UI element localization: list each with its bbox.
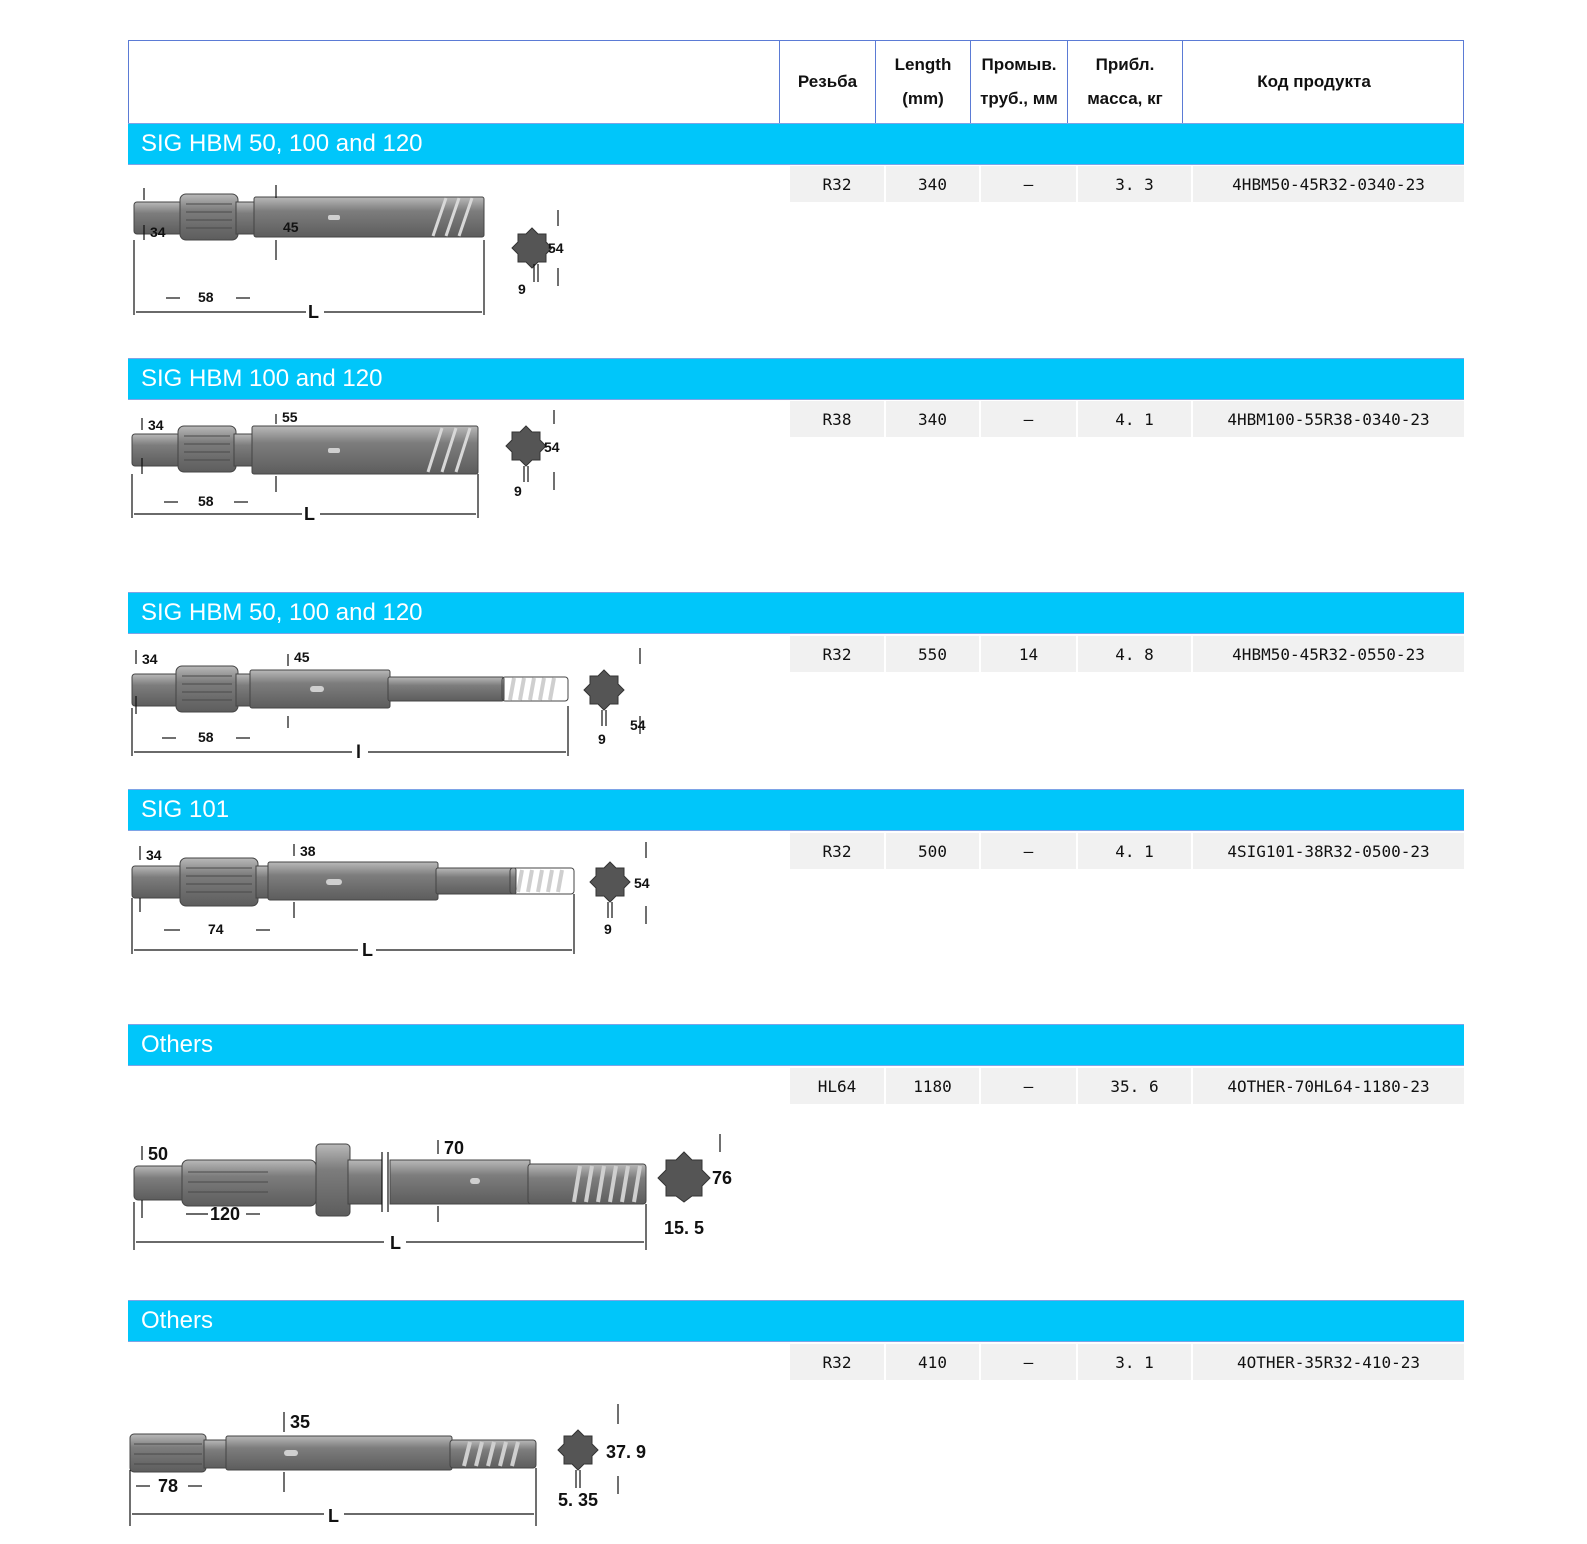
cell-length: 1180	[886, 1068, 981, 1104]
dim-hex: 54	[630, 717, 646, 733]
dim-b: 55	[282, 409, 298, 425]
cell-mass: 35. 6	[1078, 1068, 1193, 1104]
cell-flush: –	[981, 166, 1078, 202]
cell-code: 4HBM100-55R38-0340-23	[1193, 401, 1464, 437]
flat-dim-5	[662, 1208, 742, 1240]
cell-thread: R38	[790, 401, 886, 437]
cell-length: 410	[886, 1344, 981, 1380]
cell-length: 340	[886, 401, 981, 437]
header-thread: Резьба	[779, 41, 875, 123]
cell-flush: 14	[981, 636, 1078, 672]
cell-flush: –	[981, 1344, 1078, 1380]
dim-hex: 54	[548, 240, 564, 256]
dim-b: 38	[300, 843, 316, 859]
cell-thread: R32	[790, 636, 886, 672]
table-row-3	[790, 636, 1464, 672]
dim-a: 34	[150, 224, 166, 240]
cell-length: 500	[886, 833, 981, 869]
dim-spline: 120	[210, 1204, 241, 1224]
dim-length: L	[304, 504, 315, 524]
dim-length: l	[356, 742, 362, 762]
dim-a: 50	[148, 1144, 169, 1164]
cell-mass: 4. 1	[1078, 833, 1193, 869]
table-row-1	[790, 166, 1464, 202]
dim-b: 70	[444, 1138, 465, 1158]
dim-b: 35	[290, 1412, 311, 1432]
section-band-5	[128, 1024, 1464, 1066]
cell-code: 4SIG101-38R32-0500-23	[1193, 833, 1464, 869]
cell-thread: R32	[790, 166, 886, 202]
section-band-2	[128, 358, 1464, 400]
dim-a: 34	[142, 651, 158, 667]
dim-b: 45	[294, 649, 310, 665]
cell-flush: –	[981, 833, 1078, 869]
dim-flat: 9	[514, 483, 522, 499]
section-title-6: Others	[141, 1307, 214, 1334]
section-profile-2	[490, 410, 570, 510]
cell-code: 4HBM50-45R32-0550-23	[1193, 636, 1464, 672]
section-profile-3	[578, 646, 658, 746]
section-band-4	[128, 789, 1464, 831]
section-band-1	[128, 123, 1464, 165]
header-length: Length (mm)	[875, 41, 970, 123]
dim-flat: 9	[598, 731, 606, 747]
cell-code: 4HBM50-45R32-0340-23	[1193, 166, 1464, 202]
dim-a: 34	[146, 847, 162, 863]
table-row-6	[790, 1344, 1464, 1380]
table-row-4	[790, 833, 1464, 869]
dim-spline: 58	[198, 493, 214, 509]
section-title-5: Others	[141, 1031, 214, 1058]
section-band-6	[128, 1300, 1464, 1342]
section-profile-6	[550, 1400, 660, 1510]
dim-b: 45	[283, 219, 299, 235]
table-row-2	[790, 401, 1464, 437]
header-flush: Промыв. труб., мм	[970, 41, 1067, 123]
dim-flat: 9	[518, 281, 526, 297]
shank-drawing-4	[128, 842, 588, 962]
dim-flat: 9	[604, 921, 612, 937]
section-title-2: SIG HBM 100 and 120	[141, 365, 383, 392]
dim-spline: 78	[158, 1476, 179, 1496]
dim-hex: 76	[712, 1168, 733, 1188]
section-profile-5	[654, 1094, 744, 1204]
section-title-1: SIG HBM 50, 100 and 120	[141, 130, 423, 157]
dim-a: 34	[148, 417, 164, 433]
header-blank	[129, 41, 779, 123]
cell-mass: 3. 1	[1078, 1344, 1193, 1380]
section-title-4: SIG 101	[141, 796, 230, 823]
dim-length: L	[308, 302, 319, 322]
section-title-3: SIG HBM 50, 100 and 120	[141, 599, 423, 626]
dim-spline: 58	[198, 729, 214, 745]
dim-length: L	[362, 940, 373, 960]
section-band-3	[128, 592, 1464, 634]
dim-flat: 15. 5	[664, 1218, 705, 1238]
cell-flush: –	[981, 1068, 1078, 1104]
dim-length: L	[328, 1506, 339, 1526]
section-profile-4	[580, 842, 660, 942]
dim-length: L	[390, 1233, 401, 1253]
cell-thread: R32	[790, 833, 886, 869]
dim-hex: 54	[634, 875, 650, 891]
cell-thread: HL64	[790, 1068, 886, 1104]
section-profile-1	[496, 208, 576, 308]
cell-code: 4OTHER-70HL64-1180-23	[1193, 1068, 1464, 1104]
dim-hex: 37. 9	[606, 1442, 647, 1462]
cell-length: 550	[886, 636, 981, 672]
cell-thread: R32	[790, 1344, 886, 1380]
cell-length: 340	[886, 166, 981, 202]
cell-mass: 4. 8	[1078, 636, 1193, 672]
table-header	[128, 40, 1464, 124]
dim-spline: 58	[198, 289, 214, 305]
dim-spline: 74	[208, 921, 224, 937]
header-code: Код продукта	[1182, 41, 1445, 123]
dim-hex: 54	[544, 439, 560, 455]
cell-code: 4OTHER-35R32-410-23	[1193, 1344, 1464, 1380]
cell-mass: 4. 1	[1078, 401, 1193, 437]
cell-flush: –	[981, 401, 1078, 437]
dim-flat: 5. 35	[558, 1490, 599, 1510]
shank-drawing-3	[128, 646, 588, 762]
product-table	[128, 40, 1464, 1526]
cell-mass: 3. 3	[1078, 166, 1193, 202]
header-mass: Прибл. масса, кг	[1067, 41, 1182, 123]
table-row-5	[790, 1068, 1464, 1104]
length-dim-5	[128, 1224, 668, 1254]
